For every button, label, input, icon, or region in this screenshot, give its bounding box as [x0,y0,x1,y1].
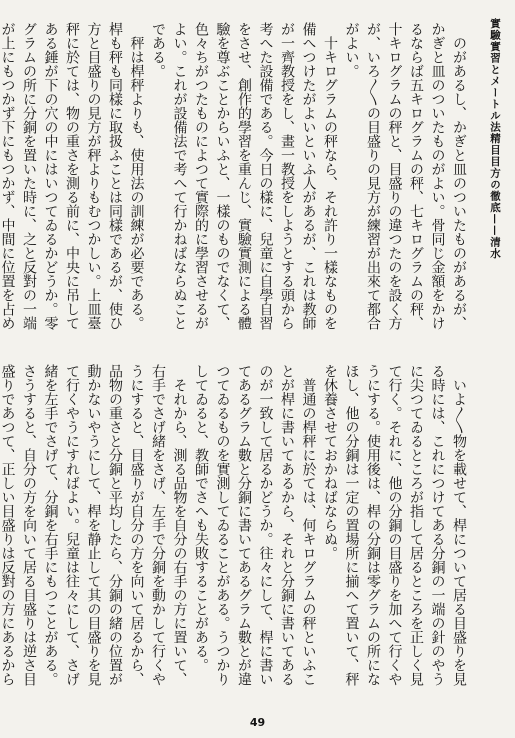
paragraph: それから、測る品物を自分の右手の方に置いて、右手でさげ緒をさげ、左手で分銅を動かして行くやうにすると、目盛りが自分の方を向いて居るから、品物の重さと分銅と平均したら、分銅の緒の位置が動かないやうにして、桿を静止して其の目盛りを見て行くやうにすればよい。兒童は往々にして、さげ緒を左手でさげて、分銅を右手にもつことがある。さうすると、自分の方を向いて居る目盛りは逆さ目盛りであつて、正しい目盛りは反對の方にあるから [0,364,188,686]
running-head: 實驗實習とメートル法精目目方の徹底——清水 [489,18,501,260]
lower-text-block [0,364,469,688]
paragraph: 普通の桿秤に於ては、何キログラムの秤といふことが桿に書いてあるから、それと分銅に書いてあるのが一致して居るかどうか。往々にして、桿に書いてあるグラム數と分銅に書いてあるグラム數とが違つてゐるものを實測してゐることがある。うつかりしてゐると、教師でさへも失敗することがある。 [193,364,317,686]
paragraph: いよ〳〵物を載せて、桿について居る目盛りを見る時には、これにつけてある分銅の一端の針のやうに尖つてゐるところが指して居るところを正しく見て行く。それに、他の分銅の目盛りを加へて行くやうにする。使用後は、桿の分銅は零グラムの所になほし、他の分銅は一定の置場所に揃へて置いて、秤を休養させておかねばならぬ。 [322,364,467,686]
page-number: 49 [249,716,266,729]
upper-text-block [0,22,469,338]
paragraph: のがあるし、かぎと皿のついたものがあるが、かぎと皿のついたものがよい。骨同じ金額をかけるならば五キログラムの秤、七キログラムの秤、十キログラムの秤と、目盛りの違つたのを設く方が、いろ〳〵の目盛りの見方が練習が出來て都合がよい。 [343,22,467,330]
paragraph: 秤は桿秤よりも、使用法の訓練が必要である。桿も秤も同樣に取扱ふことは同樣であるが、使ひ方と目盛りの見方が秤よりもむつかしい。上皿臺秤に於ては、物の重さを測る前に、中央に吊してある錘が下の穴の中にはいつてゐるかどうか。零グラムの所に分銅を置いた時に、之と反對の一端が上にもつかず下にもつかず、中間に位置を占め [0,22,145,330]
paragraph: 十キログラムの秤なら、それ許り一樣なものを備へつけたがよいといふ人があるが、これは教師が一齊教授をし、畫一教授をしようとする頭から考へた設備である。今日の樣に、兒童に自學自習をさせ、創作的學習を重んじ、實驗實測による體驗を尊ぶことからいふと、一樣のものでなくて、色々ちがつたものによつて實際的に學習させるがよい。これが設備法で考へて行かねばならぬことである。 [150,22,338,330]
